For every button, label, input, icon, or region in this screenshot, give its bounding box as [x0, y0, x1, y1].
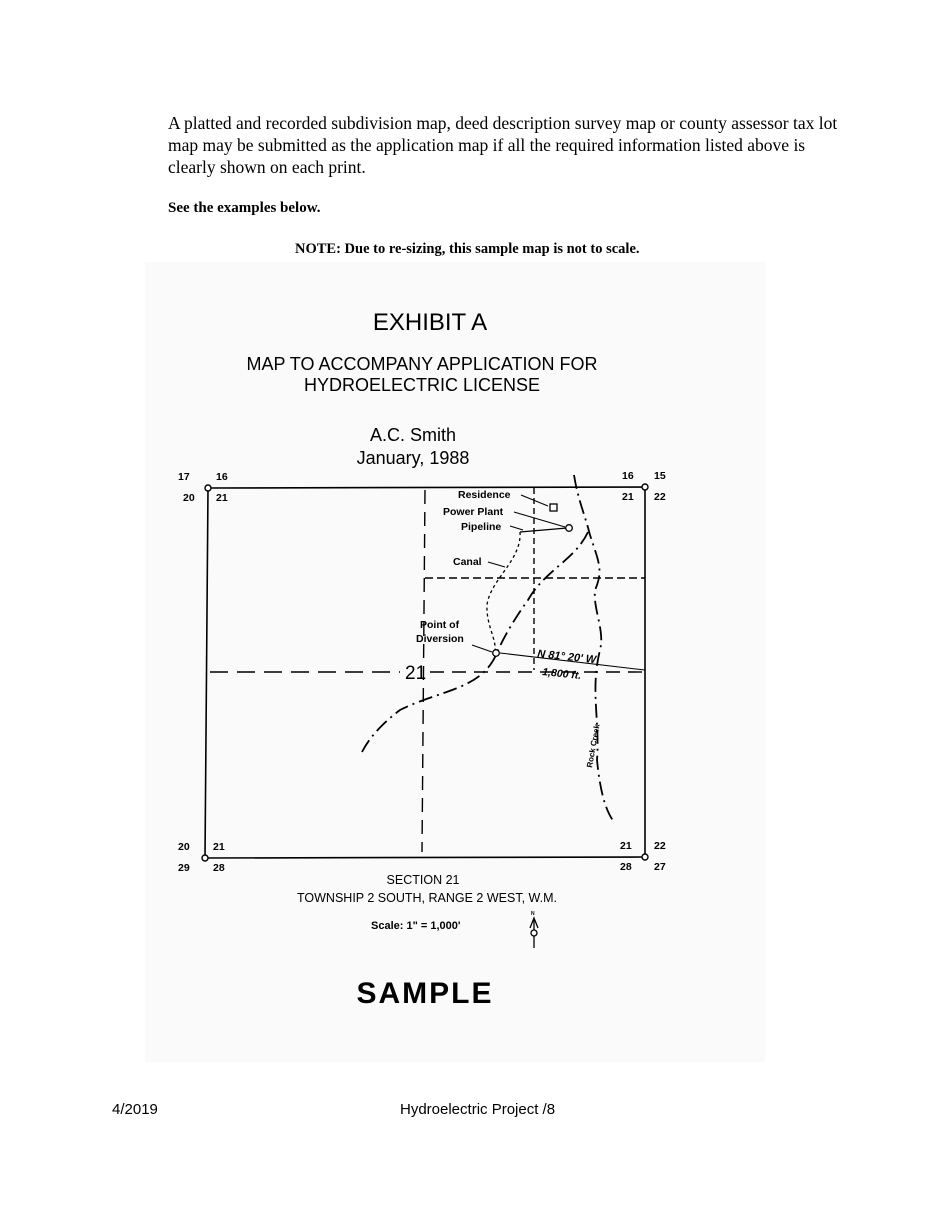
sample-watermark: SAMPLE [356, 977, 494, 1010]
corner-number: 21 [216, 492, 228, 504]
corner-number: 28 [620, 861, 632, 873]
corner-number: 22 [654, 840, 666, 852]
resize-note: NOTE: Due to re-sizing, this sample map is not to scale. [295, 241, 640, 257]
corner-number: 21 [620, 840, 632, 852]
canal-label: Canal [453, 556, 482, 568]
map-date: January, 1988 [356, 448, 470, 468]
point-of-diversion-marker [493, 650, 500, 657]
map-labels [416, 489, 602, 768]
north-label: N [531, 911, 535, 917]
section-center-label: 21 [405, 663, 427, 684]
corner-number: 28 [213, 862, 225, 874]
corner-number: 21 [622, 491, 634, 503]
scale-caption: Scale: 1" = 1,000' [371, 920, 461, 932]
exhibit-title: EXHIBIT A [372, 309, 488, 336]
corner-number: 16 [216, 471, 228, 483]
map-subtitle-2: HYDROELECTRIC LICENSE [303, 375, 541, 395]
corner-number: 15 [654, 470, 666, 482]
bearing-label: N 81° 20' W [536, 648, 597, 667]
power-plant-label: Power Plant [443, 506, 504, 518]
north-arrow-icon [530, 918, 538, 948]
creek-label: Rock Creek [585, 723, 602, 769]
township-caption: TOWNSHIP 2 SOUTH, RANGE 2 WEST, W.M. [297, 891, 557, 905]
corner-number: 22 [654, 491, 666, 503]
pod-label-2: Diversion [416, 633, 464, 645]
corner-number: 16 [622, 470, 634, 482]
residence-label: Residence [458, 489, 511, 501]
canal-line [487, 532, 520, 652]
corner-number: 20 [183, 492, 195, 504]
corner-number: 29 [178, 862, 190, 874]
footer-page-number: Hydroelectric Project /8 [400, 1101, 556, 1118]
distance-label: 1,800 ft. [541, 666, 582, 683]
residence-marker [550, 504, 557, 511]
corner-number: 21 [213, 841, 225, 853]
pipeline-label: Pipeline [461, 521, 502, 533]
footer-date: 4/2019 [112, 1101, 158, 1118]
pod-label-1: Point of [420, 619, 460, 631]
see-examples-heading: See the examples below. [168, 200, 321, 216]
intro-paragraph: A platted and recorded subdivision map, deed description survey map or county assessor tax lot map may be submitted as the application map if all the required information listed above is clearly shown on each print. [168, 113, 838, 177]
map-subtitle-1: MAP TO ACCOMPANY APPLICATION FOR [246, 354, 598, 374]
corner-number: 20 [178, 841, 190, 853]
corner-number: 17 [178, 471, 190, 483]
map-author: A.C. Smith [369, 425, 457, 445]
power-plant-marker [566, 525, 573, 532]
pipeline-line [520, 528, 567, 532]
section-caption: SECTION 21 [386, 873, 460, 887]
corner-number: 27 [654, 861, 666, 873]
